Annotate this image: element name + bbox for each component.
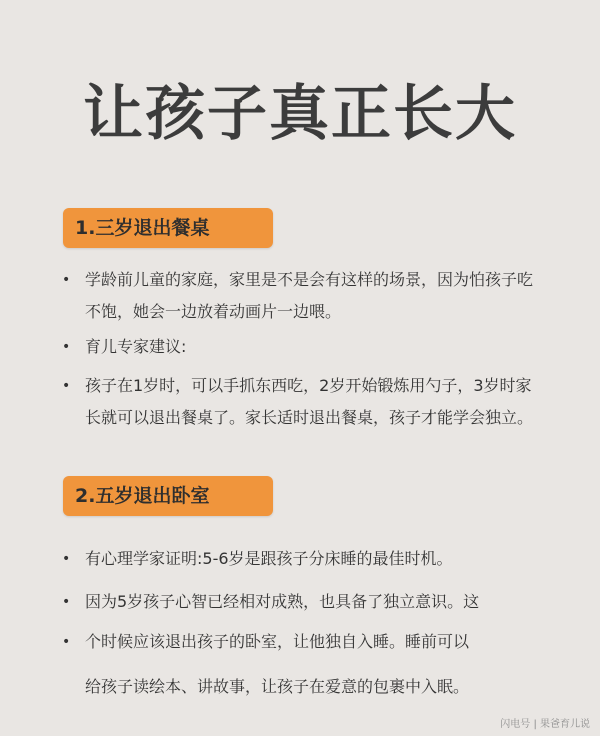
- bullet-dot-icon: •: [62, 594, 71, 610]
- list-item-text: 学龄前儿童的家庭，家里是不是会有这样的场景，因为怕孩子吃不饱，她会一边放着动画片一边喂。: [85, 270, 534, 321]
- list-item-text: 有心理学家证明:5-6岁是跟孩子分床睡的最佳时机。: [85, 549, 453, 568]
- watermark-footer: 闪电号 | 果爸育儿说: [500, 719, 590, 730]
- bullet-dot-icon: •: [62, 634, 71, 650]
- list-item-text: 育儿专家建议:: [85, 337, 187, 356]
- list-item: [62, 264, 542, 328]
- bullet-dot-icon: •: [62, 551, 71, 567]
- list-item: [62, 331, 542, 363]
- list-item: [62, 543, 542, 575]
- list-item: [62, 626, 542, 658]
- bullet-dot-icon: •: [62, 272, 71, 288]
- section-heading-2: 2.五岁退出卧室: [63, 476, 273, 516]
- bullet-dot-icon: •: [62, 339, 71, 355]
- section-heading-1: 1.三岁退出餐桌: [63, 208, 273, 248]
- page-title: 让孩子真正长大: [83, 79, 517, 149]
- bullet-dot-icon: •: [62, 378, 71, 394]
- list-item-text: 因为5岁孩子心智已经相对成熟，也具备了独立意识。这: [85, 592, 480, 611]
- paragraph-continuation: 给孩子读绘本、讲故事，让孩子在爱意的包裹中入眠。: [85, 677, 470, 696]
- list-item-text: 孩子在1岁时，可以手抓东西吃，2岁开始锻炼用勺子，3岁时家长就可以退出餐桌了。家长适时退出餐桌，孩子才能学会独立。: [85, 376, 534, 427]
- list-item: [62, 586, 542, 618]
- list-item: [62, 370, 542, 434]
- list-item-text: 个时候应该退出孩子的卧室，让他独自入睡。睡前可以: [85, 632, 470, 651]
